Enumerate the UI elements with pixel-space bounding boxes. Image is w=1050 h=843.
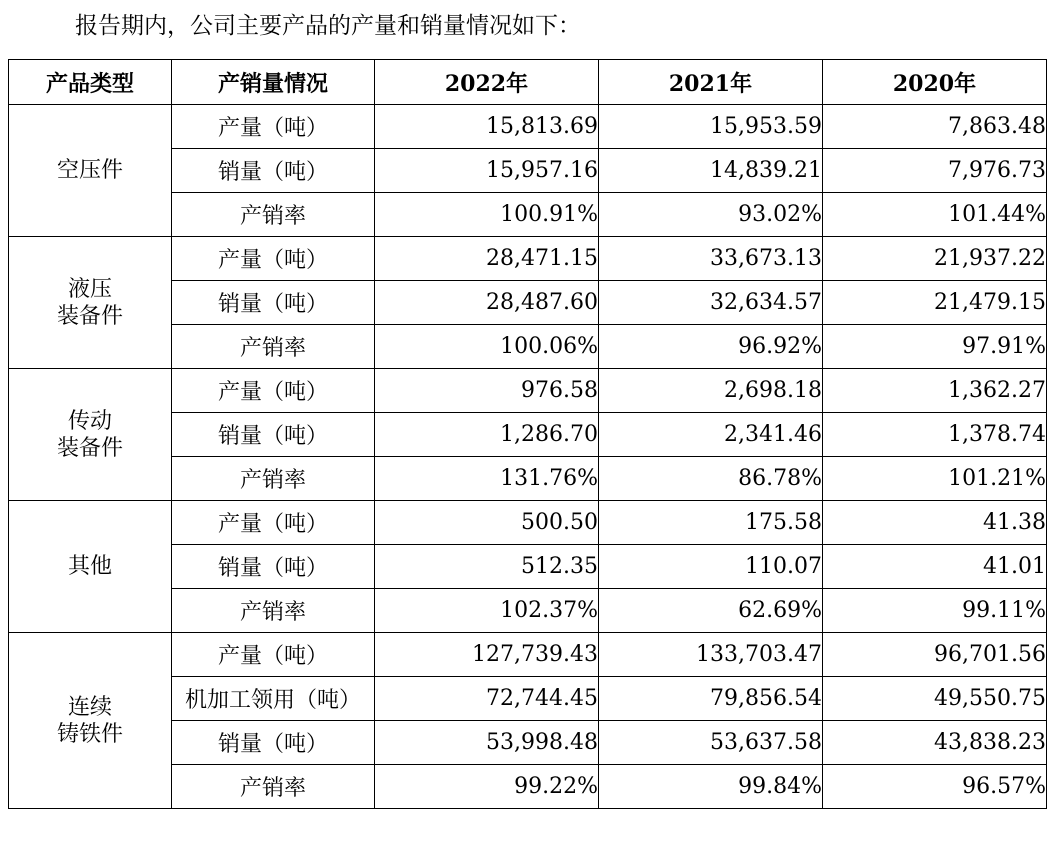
- value-2020-cell: 96.57%: [823, 765, 1047, 809]
- metric-cell: 产销率: [172, 457, 375, 501]
- value-2022-cell: 102.37%: [375, 589, 599, 633]
- product-type-label: 空压件: [56, 158, 123, 183]
- value-2022-cell: 28,471.15: [375, 237, 599, 281]
- table-row: [9, 237, 1047, 281]
- value-2022-cell: 15,957.16: [375, 149, 599, 193]
- metric-cell: 机加工领用（吨）: [172, 677, 375, 721]
- value-2022-cell: 131.76%: [375, 457, 599, 501]
- header-product-type: 产品类型: [9, 60, 172, 105]
- value-2022-cell: 28,487.60: [375, 281, 599, 325]
- metric-cell: 产销率: [172, 589, 375, 633]
- production-sales-table: [8, 59, 1047, 809]
- metric-cell: 销量（吨）: [172, 721, 375, 765]
- table-body: [9, 105, 1047, 809]
- value-2021-cell: 175.58: [599, 501, 823, 545]
- product-type-cell: [9, 633, 172, 809]
- header-year-2020: 2020年: [823, 60, 1047, 105]
- value-2022-cell: 15,813.69: [375, 105, 599, 149]
- header-year-2021: 2021年: [599, 60, 823, 105]
- table-row: [9, 105, 1047, 149]
- header-metric: 产销量情况: [172, 60, 375, 105]
- product-type-cell: [9, 369, 172, 501]
- value-2022-cell: 53,998.48: [375, 721, 599, 765]
- value-2021-cell: 79,856.54: [599, 677, 823, 721]
- product-type-label: 传动: [67, 408, 112, 434]
- value-2021-cell: 32,634.57: [599, 281, 823, 325]
- value-2021-cell: 110.07: [599, 545, 823, 589]
- value-2020-cell: 43,838.23: [823, 721, 1047, 765]
- value-2020-cell: 41.01: [823, 545, 1047, 589]
- value-2022-cell: 100.91%: [375, 193, 599, 237]
- value-2021-cell: 2,341.46: [599, 413, 823, 457]
- value-2020-cell: 21,937.22: [823, 237, 1047, 281]
- value-2022-cell: 72,744.45: [375, 677, 599, 721]
- value-2022-cell: 127,739.43: [375, 633, 599, 677]
- metric-cell: 产量（吨）: [172, 369, 375, 413]
- product-type-label: 装备件: [56, 303, 123, 329]
- metric-cell: 产量（吨）: [172, 105, 375, 149]
- value-2020-cell: 49,550.75: [823, 677, 1047, 721]
- value-2022-cell: 976.58: [375, 369, 599, 413]
- value-2020-cell: 101.21%: [823, 457, 1047, 501]
- metric-cell: 销量（吨）: [172, 281, 375, 325]
- product-type-label: 液压: [67, 276, 112, 302]
- product-type-cell: [9, 501, 172, 633]
- product-type-cell: [9, 237, 172, 369]
- value-2021-cell: 14,839.21: [599, 149, 823, 193]
- metric-cell: 产销率: [172, 193, 375, 237]
- value-2021-cell: 99.84%: [599, 765, 823, 809]
- value-2020-cell: 101.44%: [823, 193, 1047, 237]
- product-type-cell: [9, 105, 172, 237]
- value-2020-cell: 21,479.15: [823, 281, 1047, 325]
- value-2021-cell: 96.92%: [599, 325, 823, 369]
- value-2021-cell: 133,703.47: [599, 633, 823, 677]
- value-2021-cell: 2,698.18: [599, 369, 823, 413]
- metric-cell: 产量（吨）: [172, 237, 375, 281]
- value-2022-cell: 99.22%: [375, 765, 599, 809]
- metric-cell: 销量（吨）: [172, 413, 375, 457]
- product-type-label: 连续: [67, 694, 112, 720]
- value-2020-cell: 96,701.56: [823, 633, 1047, 677]
- value-2022-cell: 512.35: [375, 545, 599, 589]
- metric-cell: 销量（吨）: [172, 545, 375, 589]
- header-year-2022: 2022年: [375, 60, 599, 105]
- table-row: [9, 633, 1047, 677]
- product-type-label: 装备件: [56, 435, 123, 461]
- value-2021-cell: 86.78%: [599, 457, 823, 501]
- metric-cell: 产销率: [172, 765, 375, 809]
- table-header-row: [9, 60, 1047, 105]
- value-2020-cell: 7,863.48: [823, 105, 1047, 149]
- value-2021-cell: 62.69%: [599, 589, 823, 633]
- product-type-label: 其他: [67, 554, 112, 579]
- value-2020-cell: 7,976.73: [823, 149, 1047, 193]
- table-row: [9, 369, 1047, 413]
- value-2021-cell: 53,637.58: [599, 721, 823, 765]
- value-2021-cell: 33,673.13: [599, 237, 823, 281]
- table-row: [9, 501, 1047, 545]
- value-2022-cell: 1,286.70: [375, 413, 599, 457]
- value-2020-cell: 1,362.27: [823, 369, 1047, 413]
- value-2022-cell: 100.06%: [375, 325, 599, 369]
- value-2020-cell: 1,378.74: [823, 413, 1047, 457]
- metric-cell: 产量（吨）: [172, 633, 375, 677]
- value-2021-cell: 15,953.59: [599, 105, 823, 149]
- value-2022-cell: 500.50: [375, 501, 599, 545]
- product-type-label: 铸铁件: [56, 721, 123, 747]
- intro-text: 报告期内，公司主要产品的产量和销量情况如下：: [75, 13, 581, 39]
- value-2020-cell: 97.91%: [823, 325, 1047, 369]
- metric-cell: 产销率: [172, 325, 375, 369]
- metric-cell: 销量（吨）: [172, 149, 375, 193]
- value-2020-cell: 99.11%: [823, 589, 1047, 633]
- value-2021-cell: 93.02%: [599, 193, 823, 237]
- metric-cell: 产量（吨）: [172, 501, 375, 545]
- value-2020-cell: 41.38: [823, 501, 1047, 545]
